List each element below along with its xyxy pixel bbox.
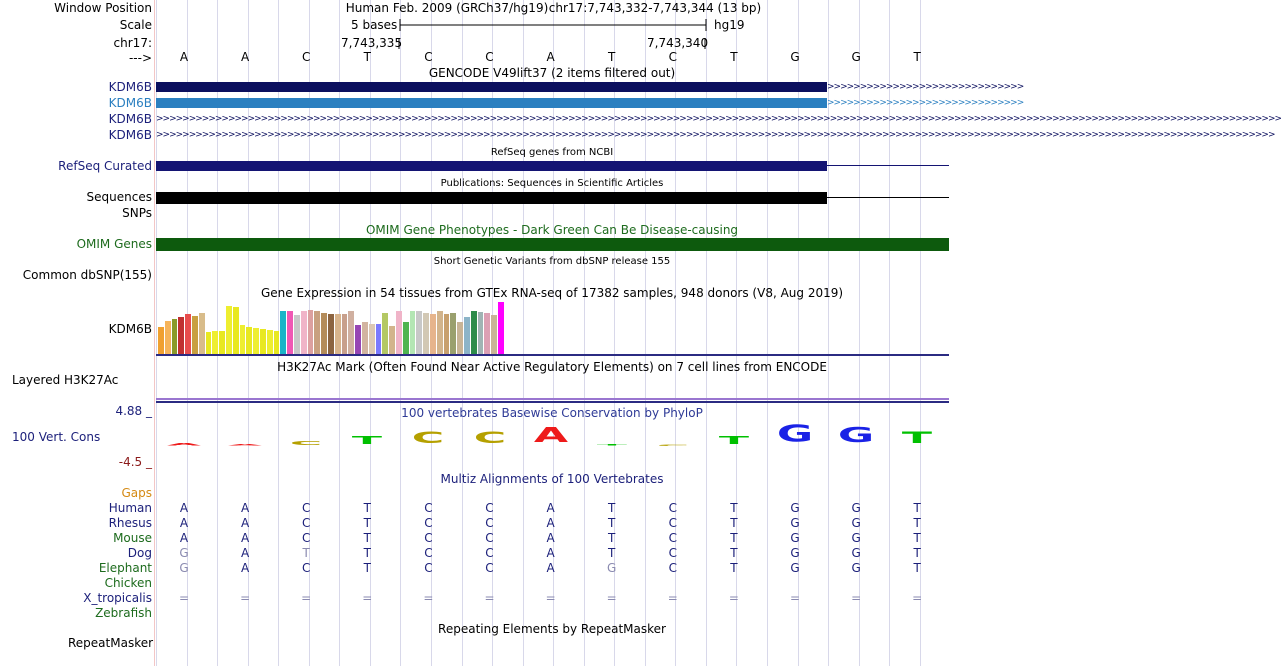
alignment-base: A [179, 501, 189, 515]
window-coordinates: chr17:7,743,332-7,743,344 (13 bp) [548, 1, 762, 15]
gtex-bar[interactable] [212, 331, 218, 354]
track-title-gtex: Gene Expression in 54 tissues from GTEx RNA-seq of 17382 samples, 948 donors (V8, Aug 2019) [260, 286, 844, 300]
conservation-letter-3: T [352, 434, 383, 447]
base-8: C [668, 50, 677, 64]
alignment-base: A [546, 501, 555, 515]
kdm6b-intron-4[interactable]: >>>>>>>>>>>>>>>>>>>>>>>>>>>>>>>>>>>>>>>>>>>>>>>>>>>>>>>>>>>>>>>>>>>>>>>>>>>>>>>>>>>>>>>>>>>>>>>>>>>>>>>>>>>>>>>>>>>>>>>>>>>>>>>>>>>>>>>>>>>>>>>>>>>>>>>>>>>>>>>>>>>>>>>>>>> [156, 130, 1275, 140]
track-label-sequences[interactable]: Sequences [86, 190, 152, 204]
gtex-bar[interactable] [328, 314, 334, 354]
kdm6b-intron-3[interactable]: >>>>>>>>>>>>>>>>>>>>>>>>>>>>>>>>>>>>>>>>>>>>>>>>>>>>>>>>>>>>>>>>>>>>>>>>>>>>>>>>>>>>>>>>>>>>>>>>>>>>>>>>>>>>>>>>>>>>>>>>>>>>>>>>>>>>>>>>>>>>>>>>>>>>>>>>>>>>>>>>>>>>>>>>>>>> [156, 114, 1281, 124]
alignment-base: = [728, 591, 739, 605]
gtex-bar[interactable] [484, 313, 490, 354]
alignment-base: G [851, 516, 861, 530]
species-label-chicken[interactable]: Chicken [104, 576, 152, 590]
alignment-base: = [240, 591, 251, 605]
alignment-base: G [790, 531, 800, 545]
conservation-letter-0: A [166, 442, 202, 447]
track-label-kdm6b-1[interactable]: KDM6B [108, 80, 152, 94]
alignment-base: = [789, 591, 801, 605]
alignment-base: A [240, 546, 250, 560]
gtex-bar[interactable] [457, 322, 463, 354]
base-4: C [424, 50, 433, 64]
alignment-base: C [424, 516, 433, 530]
gtex-bar[interactable] [185, 314, 191, 354]
alignment-base: A [240, 561, 250, 575]
alignment-base: = [178, 591, 190, 605]
alignment-base: T [363, 531, 371, 545]
conservation-letter-4: C [412, 428, 445, 448]
base-10: G [790, 50, 800, 64]
alignment-base: G [790, 546, 800, 560]
alignment-base: = [912, 591, 923, 605]
alignment-base: T [730, 546, 738, 560]
alignment-base: T [730, 531, 738, 545]
cons-min-label: -4.5 _ [118, 455, 152, 469]
refseq-exon[interactable] [156, 161, 827, 171]
base-12: T [913, 50, 921, 64]
publication-sequence-block[interactable] [156, 192, 827, 204]
alignment-base: C [485, 561, 494, 575]
alignment-base: G [851, 546, 861, 560]
gtex-bar[interactable] [274, 331, 280, 354]
gtex-bar[interactable] [158, 327, 164, 354]
conservation-letter-10: G [776, 421, 814, 448]
alignment-base: T [913, 501, 921, 515]
gtex-bar[interactable] [287, 311, 293, 354]
alignment-base: C [301, 561, 311, 575]
alignment-base: = [545, 591, 556, 605]
track-label-column [0, 0, 155, 666]
strand-arrow-label: ---> [128, 51, 152, 65]
track-label-conservation[interactable]: 100 Vert. Cons [12, 430, 101, 444]
alignment-base: C [424, 531, 433, 545]
conservation-letter-6: A [533, 423, 568, 448]
h3k27ac-signal-line [156, 398, 949, 400]
window-position-label: Window Position [54, 1, 152, 15]
coord-left: 7,743,335 [341, 36, 403, 50]
gtex-bar[interactable] [199, 313, 205, 354]
alignment-base: G [790, 501, 800, 515]
alignment-base: = [851, 591, 862, 605]
alignment-base: G [179, 546, 189, 560]
gtex-bar[interactable] [321, 313, 327, 354]
gtex-bar[interactable] [471, 311, 477, 354]
gtex-bar[interactable] [246, 327, 252, 354]
alignment-base: C [301, 516, 311, 530]
gtex-bar[interactable] [464, 317, 470, 354]
alignment-base: A [179, 516, 189, 530]
alignment-base: C [301, 531, 311, 545]
kdm6b-intron-1[interactable]: >>>>>>>>>>>>>>>>>>>>>>>>>>>>>> [827, 82, 1024, 92]
base-5: C [485, 50, 494, 64]
alignment-base: G [179, 561, 189, 575]
assembly-short-label: hg19 [714, 18, 745, 32]
alignment-base: T [913, 546, 921, 560]
alignment-base: T [363, 501, 371, 515]
track-label-snps[interactable]: SNPs [122, 206, 152, 220]
conservation-letter-9: T [718, 434, 749, 447]
alignment-base: G [790, 561, 800, 575]
species-label-x_tropicalis[interactable]: X_tropicalis [83, 591, 152, 605]
track-title-gencode: GENCODE V49lift37 (2 items filtered out) [428, 66, 676, 80]
gtex-bar[interactable] [342, 314, 348, 354]
coord-right: 7,743,340 [647, 36, 709, 50]
alignment-base: T [363, 561, 371, 575]
gtex-bar[interactable] [301, 311, 307, 354]
gtex-bar[interactable] [376, 324, 382, 354]
track-title-h3k27ac: H3K27Ac Mark (Often Found Near Active Regulatory Elements) on 7 cell lines from ENCODE [277, 360, 827, 374]
gtex-bar[interactable] [369, 324, 375, 354]
alignment-base: A [546, 546, 555, 560]
gtex-bar[interactable] [253, 328, 259, 354]
cons-max-label: 4.88 _ [115, 404, 152, 418]
alignment-base: T [608, 531, 616, 545]
base-11: G [851, 50, 861, 64]
gtex-baseline [156, 354, 949, 356]
gtex-bar[interactable] [410, 311, 416, 354]
alignment-base: C [485, 516, 494, 530]
alignment-base: T [730, 501, 738, 515]
gtex-bar[interactable] [206, 332, 212, 354]
base-2: C [301, 50, 311, 64]
gtex-bar[interactable] [403, 322, 409, 354]
alignment-base: = [423, 591, 434, 605]
alignment-base: T [608, 546, 616, 560]
scale-bar-label: 5 bases [351, 18, 398, 32]
conservation-letter-5: C [473, 428, 506, 448]
conservation-letter-12: T [902, 428, 933, 448]
track-title-publications: Publications: Sequences in Scientific Articles [440, 178, 664, 189]
alignment-base: T [730, 561, 738, 575]
scale-label: Scale [119, 18, 152, 32]
omim-gene-bar[interactable] [156, 238, 949, 251]
alignment-base: C [301, 501, 311, 515]
gtex-bar[interactable] [233, 307, 239, 354]
base-7: T [608, 50, 616, 64]
alignment-base: T [730, 516, 738, 530]
alignment-base: T [302, 546, 310, 560]
gtex-bar[interactable] [178, 317, 184, 354]
kdm6b-intron-2[interactable]: >>>>>>>>>>>>>>>>>>>>>>>>>>>>>> [827, 98, 1024, 108]
alignment-base: A [546, 531, 555, 545]
base-3: T [363, 50, 371, 64]
gtex-bar[interactable] [267, 330, 273, 354]
publication-sequence-line[interactable] [827, 197, 949, 198]
species-label-mouse[interactable]: Mouse [113, 531, 152, 545]
gtex-bar[interactable] [335, 314, 341, 354]
gtex-bar[interactable] [478, 312, 484, 354]
alignment-base: T [363, 516, 371, 530]
gtex-bar[interactable] [416, 311, 422, 354]
base-6: A [546, 50, 555, 64]
alignment-base: T [608, 501, 616, 515]
alignment-base: C [668, 561, 677, 575]
alignment-base: = [362, 591, 373, 605]
alignment-base: C [424, 501, 433, 515]
track-title-repeatmasker: Repeating Elements by RepeatMasker [438, 622, 666, 636]
track-title-conservation: 100 vertebrates Basewise Conservation by PhyloP [401, 406, 703, 420]
gtex-bar[interactable] [260, 329, 266, 354]
alignment-base: = [667, 591, 678, 605]
alignment-base: G [851, 531, 861, 545]
track-title-omim: OMIM Gene Phenotypes - Dark Green Can Be Disease-causing [365, 223, 739, 237]
alignment-base: T [913, 561, 921, 575]
species-label-zebrafish[interactable]: Zebrafish [95, 606, 152, 620]
gtex-bar[interactable] [314, 311, 320, 354]
gtex-bar[interactable] [172, 319, 178, 354]
track-title-multiz: Multiz Alignments of 100 Vertebrates [440, 472, 664, 486]
gtex-bar[interactable] [226, 306, 232, 354]
alignment-base: G [851, 501, 861, 515]
alignment-base: = [484, 591, 495, 605]
gtex-bar[interactable] [491, 315, 497, 354]
base-1: A [240, 50, 250, 64]
alignment-base: A [240, 501, 250, 515]
alignment-base: C [424, 546, 433, 560]
gtex-bar[interactable] [348, 311, 354, 354]
kdm6b-exon-1[interactable] [156, 82, 827, 92]
refseq-intron[interactable] [827, 165, 949, 166]
track-label-omim[interactable]: OMIM Genes [76, 237, 152, 251]
gtex-bar[interactable] [240, 325, 246, 354]
conservation-letter-2: C [289, 440, 323, 447]
alignment-base: C [668, 516, 677, 530]
track-label-kdm6b-3[interactable]: KDM6B [108, 112, 152, 126]
species-label-rhesus[interactable]: Rhesus [108, 516, 152, 530]
gtex-bar[interactable] [444, 314, 450, 354]
species-label-repeatmasker[interactable]: RepeatMasker [68, 636, 154, 650]
track-label-kdm6b-2[interactable]: KDM6B [108, 96, 152, 110]
alignment-base: C [424, 561, 433, 575]
conservation-letter-7: T [596, 443, 627, 447]
alignment-base: A [179, 531, 189, 545]
base-0: A [179, 50, 189, 64]
species-label-elephant[interactable]: Elephant [98, 561, 152, 575]
gtex-bar[interactable] [355, 325, 361, 354]
h3k27ac-baseline [156, 401, 949, 403]
gtex-bar[interactable] [437, 311, 443, 354]
gtex-bar[interactable] [498, 302, 504, 354]
gtex-bar[interactable] [280, 311, 286, 354]
conservation-letter-8: C [656, 444, 690, 447]
conservation-letter-11: G [837, 423, 875, 448]
gtex-bar[interactable] [423, 313, 429, 354]
alignment-base: C [668, 546, 677, 560]
alignment-base: C [485, 546, 494, 560]
gtex-bar[interactable] [308, 310, 314, 354]
track-title-refseq: RefSeq genes from NCBI [490, 147, 614, 158]
track-label-gtex[interactable]: KDM6B [108, 322, 152, 336]
gtex-bar[interactable] [389, 326, 395, 354]
gtex-bar[interactable] [382, 313, 388, 354]
alignment-base: G [851, 561, 861, 575]
gtex-bar[interactable] [192, 316, 198, 354]
alignment-base: = [301, 591, 312, 605]
track-label-h3k27ac[interactable]: Layered H3K27Ac [12, 373, 119, 387]
base-9: T [730, 50, 738, 64]
alignment-base: A [546, 561, 555, 575]
gtex-bar[interactable] [430, 314, 436, 354]
alignment-base: A [240, 516, 250, 530]
gtex-bar[interactable] [396, 311, 402, 354]
alignment-base: C [668, 531, 677, 545]
alignment-base: T [363, 546, 371, 560]
gtex-bar[interactable] [219, 331, 225, 354]
alignment-base: A [240, 531, 250, 545]
alignment-base: A [546, 516, 555, 530]
alignment-base: T [913, 531, 921, 545]
track-label-dbsnp[interactable]: Common dbSNP(155) [22, 268, 152, 282]
gtex-bar[interactable] [362, 322, 368, 354]
species-label-gaps[interactable]: Gaps [121, 486, 152, 500]
alignment-base: = [606, 591, 617, 605]
alignment-base: G [790, 516, 800, 530]
track-label-refseq[interactable]: RefSeq Curated [58, 159, 152, 173]
alignment-base: C [668, 501, 677, 515]
gtex-expression-bars[interactable] [156, 300, 556, 354]
track-title-dbsnp: Short Genetic Variants from dbSNP release 155 [433, 256, 671, 267]
track-label-kdm6b-4[interactable]: KDM6B [108, 128, 152, 142]
assembly-title: Human Feb. 2009 (GRCh37/hg19) [345, 1, 549, 15]
alignment-base: C [485, 531, 494, 545]
species-label-dog[interactable]: Dog [127, 546, 152, 560]
chrom-label: chr17: [113, 36, 152, 50]
conservation-letter-1: A [227, 444, 263, 447]
species-label-human[interactable]: Human [108, 501, 152, 515]
alignment-base: G [607, 561, 617, 575]
alignment-base: C [485, 501, 494, 515]
alignment-base: T [913, 516, 921, 530]
gtex-bar[interactable] [450, 313, 456, 354]
kdm6b-exon-2[interactable] [156, 98, 827, 108]
gtex-bar[interactable] [294, 315, 300, 354]
alignment-base: T [608, 516, 616, 530]
gtex-bar[interactable] [165, 321, 171, 354]
